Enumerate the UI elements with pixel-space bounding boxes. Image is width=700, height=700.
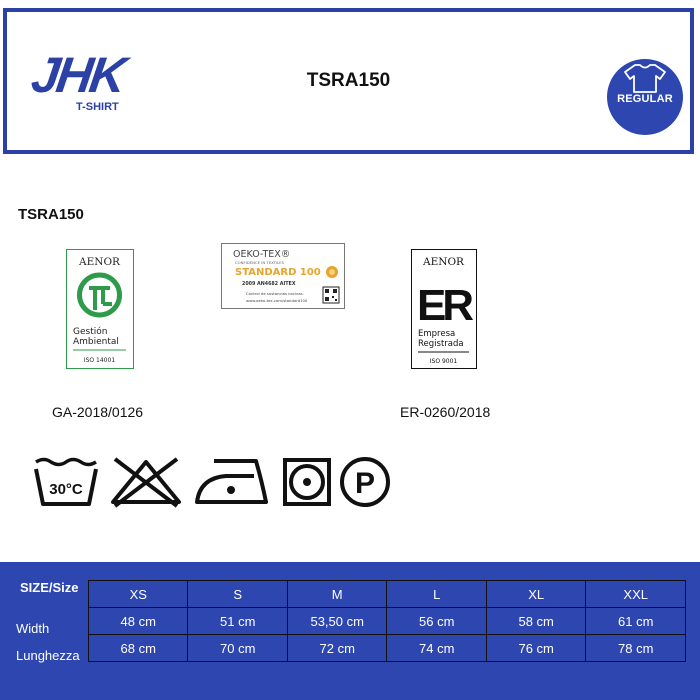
oeko-tex-line-1: 2009 AN4682 AITEX (242, 282, 296, 287)
aenor-registered-certificate (411, 249, 477, 369)
size-cell: S (188, 581, 287, 608)
header-title: TSRA150 (306, 70, 391, 91)
width-row-label: Width (16, 621, 50, 636)
size-chart-panel (0, 562, 700, 700)
dry-clean-p-icon (338, 456, 392, 508)
care-symbols (33, 456, 393, 508)
width-cell: 53,50 cm (287, 608, 387, 635)
length-cell: 72 cm (287, 635, 387, 662)
do-not-bleach-icon (107, 456, 185, 508)
aenor-er-label-1: Empresa (418, 329, 456, 339)
size-cell: XL (486, 581, 585, 608)
width-cell: 48 cm (89, 608, 188, 635)
brand-name: JHK (28, 47, 127, 103)
aenor-er-name: AENOR (423, 256, 464, 268)
width-cell: 61 cm (586, 608, 686, 635)
aenor-registered-seal (412, 250, 475, 367)
width-cell: 56 cm (387, 608, 486, 635)
oeko-tex-seal (222, 244, 344, 308)
iron-low-icon (194, 456, 270, 508)
size-cell: M (287, 581, 387, 608)
oeko-tex-line-2: Control de sustancias nocivas. (246, 291, 304, 296)
regular-fit-badge (607, 59, 683, 135)
oeko-tex-standard: STANDARD 100 (235, 267, 321, 278)
er-certificate-code: ER-0260/2018 (400, 404, 491, 420)
length-cell: 74 cm (387, 635, 486, 662)
width-row (89, 608, 686, 635)
oeko-tex-label (221, 243, 345, 309)
length-row (89, 635, 686, 662)
aenor-ga-standard: ISO 14001 (83, 357, 116, 364)
oeko-tex-line-3: www.oeko-tex.com/standard100 (246, 298, 308, 303)
aenor-ga-name: AENOR (79, 256, 120, 268)
aenor-environment-certificate (66, 249, 134, 369)
aenor-er-label-2: Registrada (418, 339, 464, 349)
length-cell: 78 cm (586, 635, 686, 662)
size-cell: XS (89, 581, 188, 608)
aenor-environment-seal (67, 250, 132, 367)
width-cell: 51 cm (188, 608, 287, 635)
product-code: TSRA150 (18, 206, 84, 223)
tumble-dry-icon (282, 456, 332, 508)
svg-text:P: P (354, 467, 376, 500)
oeko-tex-name: OEKO-TEX® (233, 249, 291, 260)
aenor-ga-label-2: Ambiental (73, 337, 119, 347)
aenor-er-mark: ER (416, 281, 471, 330)
aenor-ga-label-1: Gestión (73, 327, 108, 337)
width-cell: 58 cm (486, 608, 585, 635)
length-cell: 76 cm (486, 635, 585, 662)
size-cell: XXL (586, 581, 686, 608)
oeko-tex-subtitle: CONFIDENCE IN TEXTILES (235, 260, 284, 265)
length-cell: 68 cm (89, 635, 188, 662)
length-row-label: Lunghezza (16, 648, 80, 663)
wash-30-icon (33, 456, 99, 508)
length-cell: 70 cm (188, 635, 287, 662)
size-row (89, 581, 686, 608)
header-banner (3, 8, 694, 154)
aenor-er-standard: ISO 9001 (429, 358, 458, 365)
size-table (88, 580, 686, 662)
brand-subtitle: T-SHIRT (76, 101, 119, 113)
size-column-header: SIZE/Size (20, 580, 79, 595)
ga-certificate-code: GA-2018/0126 (52, 404, 144, 420)
wash-temperature: 30°C (49, 481, 83, 498)
size-cell: L (387, 581, 486, 608)
tshirt-icon (623, 63, 667, 93)
regular-fit-label: REGULAR (617, 93, 673, 105)
